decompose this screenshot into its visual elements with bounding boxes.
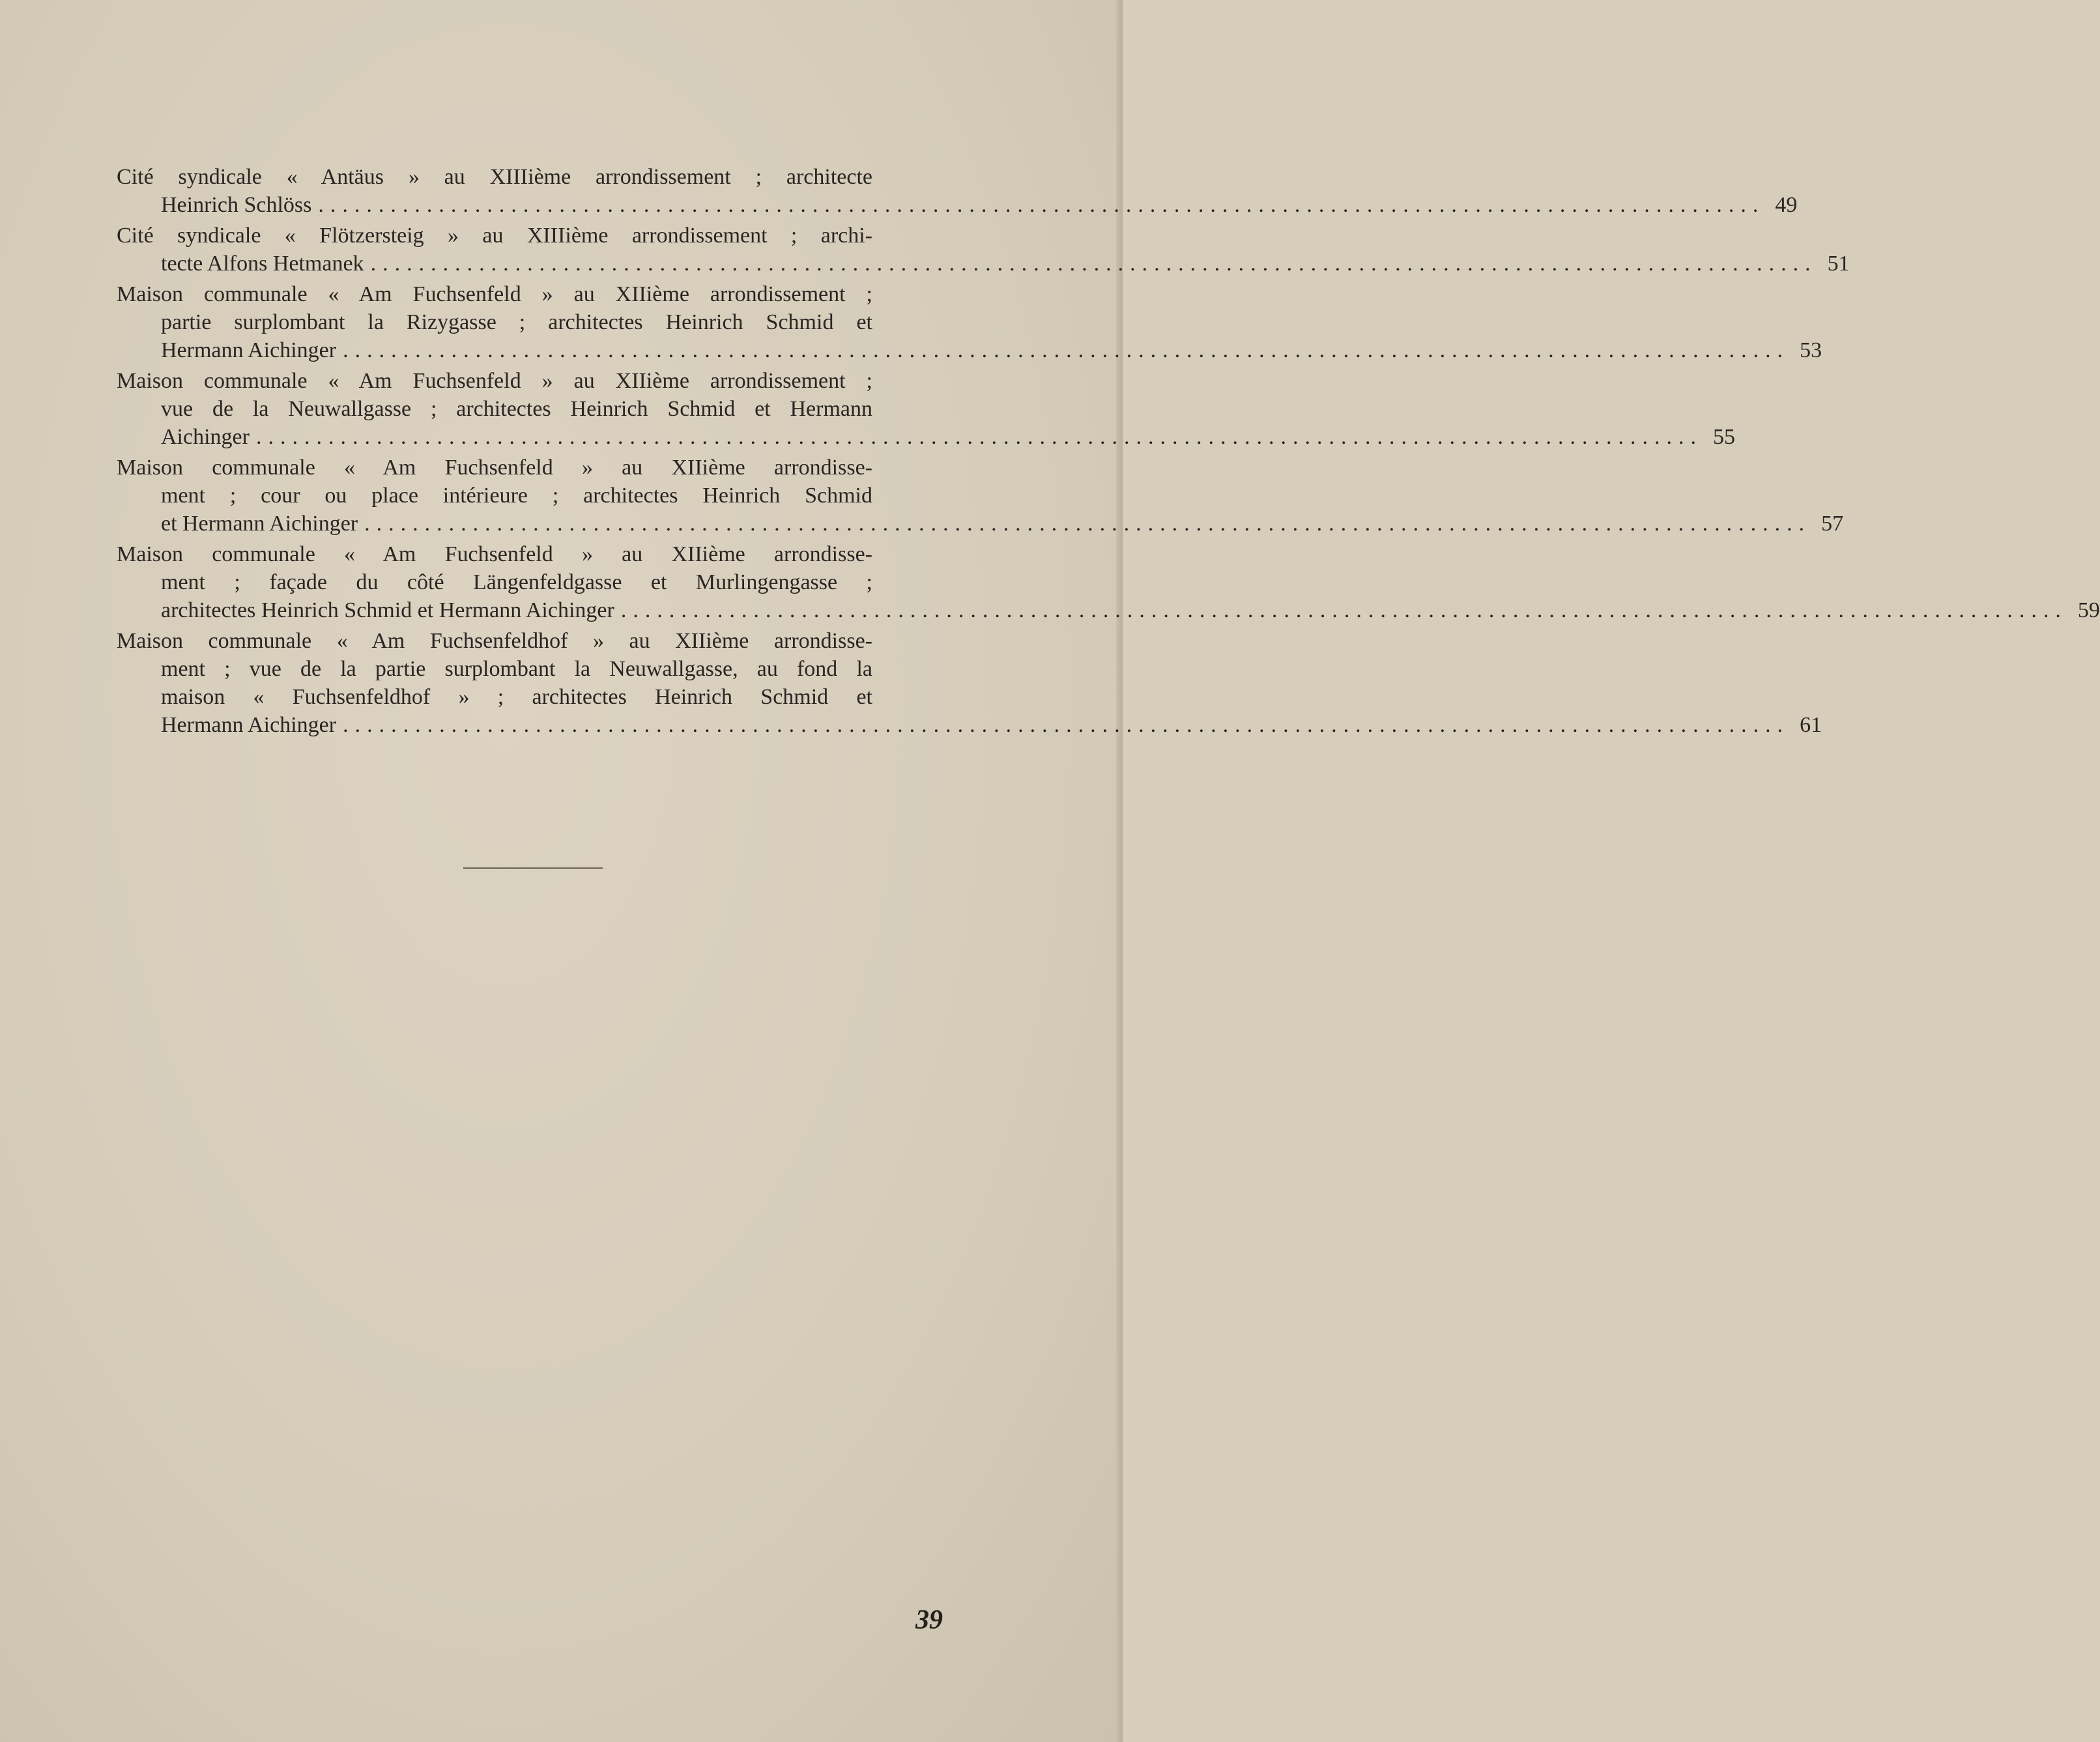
entry-last-line	[161, 191, 1798, 219]
toc-entry	[117, 280, 1822, 364]
dot-leader: ........................................................................................................................	[364, 512, 1811, 536]
entry-page-number: 51	[1827, 252, 1850, 276]
entry-line: Cité syndicale « Antäus » au XIIIième arrondissement ; architecte	[117, 165, 872, 189]
entry-page-number: 59	[2077, 598, 2100, 622]
table-of-contents	[117, 163, 2100, 742]
entry-line: Maison communale « Am Fuchsenfeld » au XIIième arrondissement ;	[117, 282, 872, 306]
entry-line: Hermann Aichinger	[161, 713, 337, 737]
dot-leader: ........................................................................................................................	[620, 598, 2067, 622]
dot-leader: ........................................................................................................................	[343, 713, 1790, 737]
dot-leader: ........................................................................................................................	[318, 193, 1765, 217]
entry-last-line	[161, 596, 2100, 624]
dot-leader: ........................................................................................................................	[370, 252, 1817, 276]
toc-entry	[117, 163, 1798, 219]
entry-line: ment ; cour ou place intérieure ; architectes Heinrich Schmid	[161, 484, 872, 508]
entry-line: Heinrich Schlöss	[161, 193, 312, 217]
entry-page-number: 49	[1775, 193, 1798, 217]
entry-line: Hermann Aichinger	[161, 338, 337, 362]
entry-last-line	[161, 336, 1822, 364]
toc-entry	[117, 367, 1735, 451]
entry-page-number: 55	[1712, 425, 1735, 449]
entry-page-number: 53	[1800, 338, 1822, 362]
dot-leader: ........................................................................................................................	[255, 425, 1703, 449]
entry-line: vue de la Neuwallgasse ; architectes Heinrich Schmid et Hermann	[161, 397, 872, 421]
toc-entry	[117, 454, 1844, 538]
dot-leader: ........................................................................................................................	[343, 338, 1790, 362]
entry-line: partie surplombant la Rizygasse ; architectes Heinrich Schmid et	[161, 310, 872, 334]
toc-entry	[117, 627, 1822, 739]
entry-last-line	[161, 423, 1735, 451]
entry-line: Maison communale « Am Fuchsenfeld » au XIIième arrondisse-	[117, 542, 872, 566]
entry-line: Maison communale « Am Fuchsenfeldhof » au XIIième arrondisse-	[117, 629, 872, 653]
entry-line: Cité syndicale « Flötzersteig » au XIIIième arrondissement ; archi-	[117, 224, 872, 248]
entry-line: architectes Heinrich Schmid et Hermann Aichinger	[161, 598, 614, 622]
entry-line: tecte Alfons Hetmanek	[161, 252, 364, 276]
separator-rule	[463, 867, 603, 869]
entry-line: Maison communale « Am Fuchsenfeld » au XIIième arrondisse-	[117, 456, 872, 480]
entry-line: ment ; vue de la partie surplombant la Neuwallgasse, au fond la	[161, 657, 872, 681]
toc-entry	[117, 222, 1850, 278]
entry-line: Aichinger	[161, 425, 250, 449]
page-number: 39	[915, 1605, 943, 1635]
entry-line: et Hermann Aichinger	[161, 512, 358, 536]
entry-line: ment ; façade du côté Längenfeldgasse et Murlingengasse ;	[161, 570, 872, 594]
toc-entry	[117, 540, 2100, 624]
entry-last-line	[161, 510, 1844, 538]
entry-line: maison « Fuchsenfeldhof » ; architectes Heinrich Schmid et	[161, 685, 872, 709]
entry-last-line	[161, 711, 1822, 739]
entry-line: Maison communale « Am Fuchsenfeld » au XIIième arrondissement ;	[117, 369, 872, 393]
entry-last-line	[161, 250, 1850, 278]
entry-page-number: 57	[1821, 512, 1844, 536]
entry-page-number: 61	[1800, 713, 1822, 737]
